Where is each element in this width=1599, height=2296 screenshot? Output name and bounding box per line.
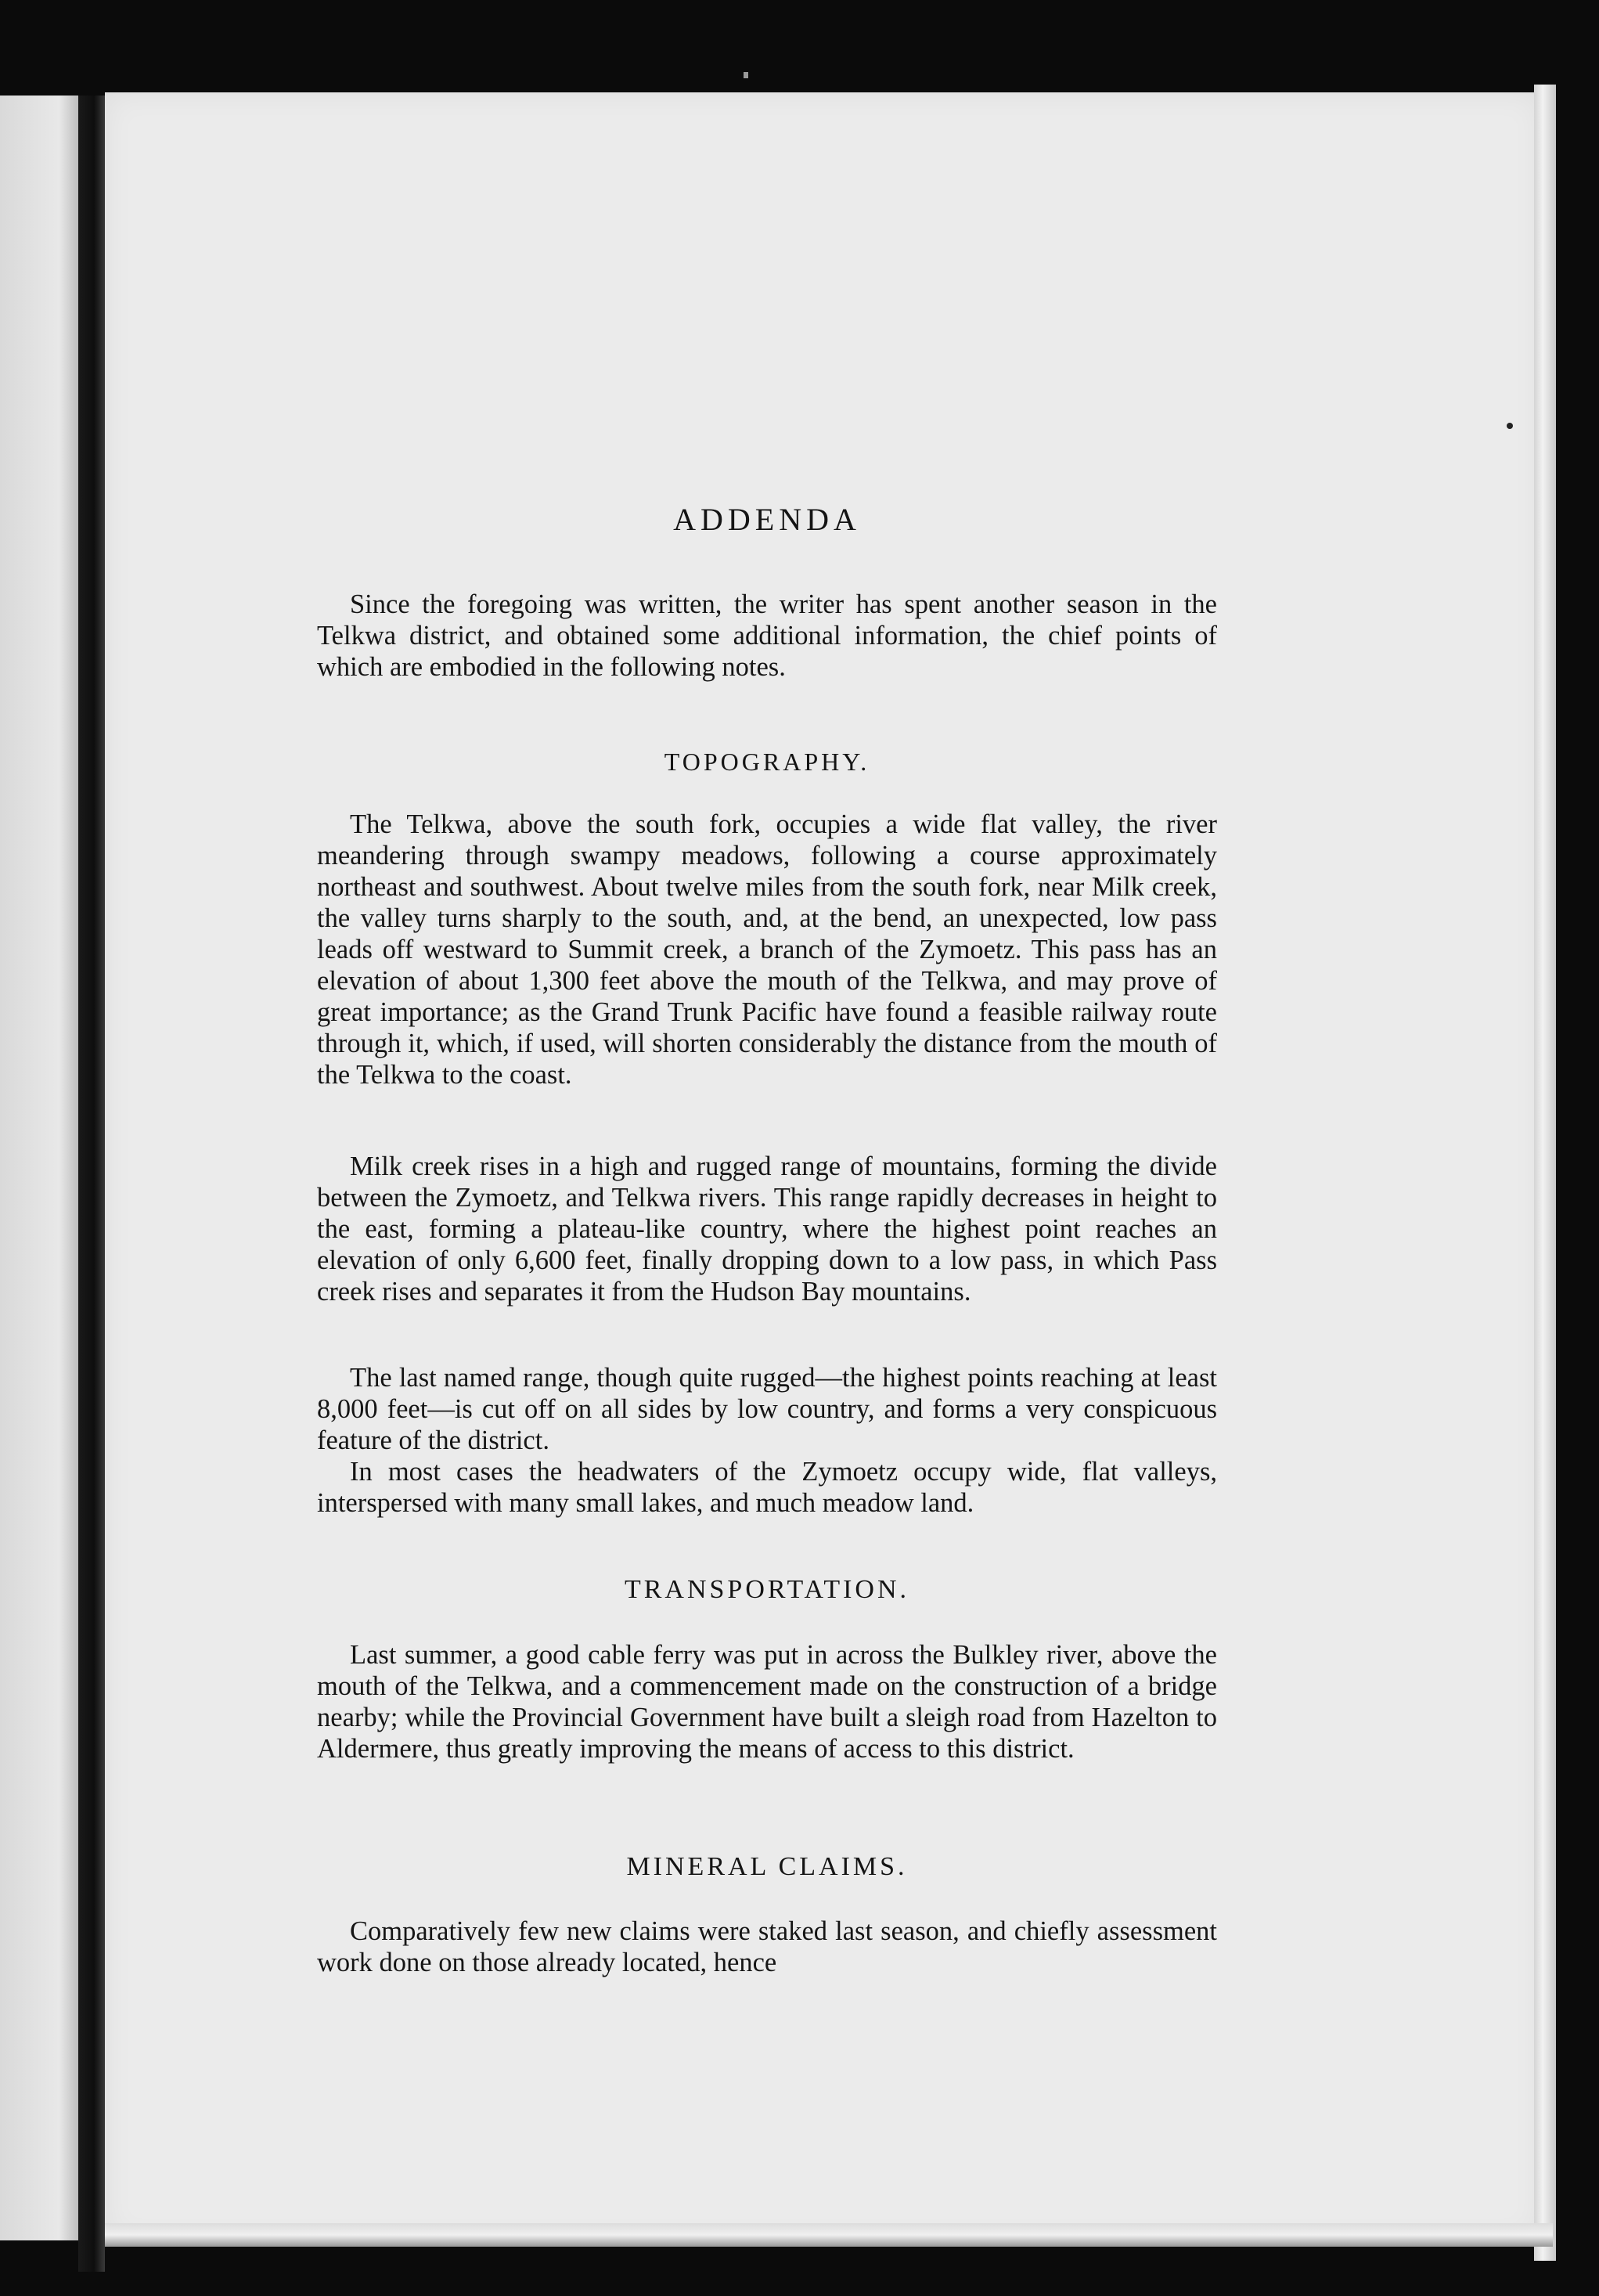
scan-speck: [1507, 423, 1513, 429]
topography-paragraph-3: The last named range, though quite rugged—the highest points reaching at least 8,000 feet—is cut off on all sides by low country, and forms a very conspicuous feature of the district.: [317, 1363, 1217, 1455]
page-right-edge: [1534, 85, 1556, 2261]
previous-page-edge: [0, 96, 85, 2240]
section-heading-mineral-claims: MINERAL CLAIMS.: [626, 1852, 908, 1881]
section-heading-transportation: TRANSPORTATION.: [624, 1575, 910, 1604]
section-heading-topography: TOPOGRAPHY.: [664, 748, 870, 776]
scan-mark: [744, 72, 748, 78]
mineral-claims-paragraph: Comparatively few new claims were staked last season, and chiefly assessment work done on those already located, hence: [317, 1916, 1217, 1977]
transportation-paragraph: Last summer, a good cable ferry was put in across the Bulkley river, above the mouth of the Telkwa, and a commencement made on the construction of a bridge nearby; while the Provincial Government have built a sleigh road from Hazelton to Aldermere, thus greatly improving the means of access to this district.: [317, 1640, 1217, 1764]
page-title: ADDENDA: [673, 502, 861, 537]
topography-paragraph-4: In most cases the headwaters of the Zymoetz occupy wide, flat valleys, interspersed with many small lakes, and much meadow land.: [317, 1457, 1217, 1518]
book-binding-shadow: [78, 96, 105, 2272]
topography-paragraph-1: The Telkwa, above the south fork, occupies a wide flat valley, the river meandering through swampy meadows, following a course approximately northeast and southwest. About twelve miles from the south fork, near Milk creek, the valley turns sharply to the south, and, at the bend, an unexpected, low pass leads off westward to Summit creek, a branch of the Zymoetz. This pass has an elevation of about 1,300 feet above the mouth of the Telkwa, and may prove of great importance; as the Grand Trunk Pacific have found a feasible railway route through it, which, if used, will shorten considerably the distance from the mouth of the Telkwa to the coast.: [317, 809, 1217, 1090]
page-bottom-edge: [105, 2223, 1553, 2247]
intro-paragraph: Since the foregoing was written, the writer has spent another season in the Telkwa district, and obtained some additional information, the chief points of which are embodied in the following notes.: [317, 589, 1217, 682]
topography-paragraph-2: Milk creek rises in a high and rugged range of mountains, forming the divide between the Zymoetz, and Telkwa rivers. This range rapidly decreases in height to the east, forming a plateau-like country, where the highest point reaches an elevation of only 6,600 feet, finally dropping down to a low pass, in which Pass creek rises and separates it from the Hudson Bay mountains.: [317, 1152, 1217, 1307]
